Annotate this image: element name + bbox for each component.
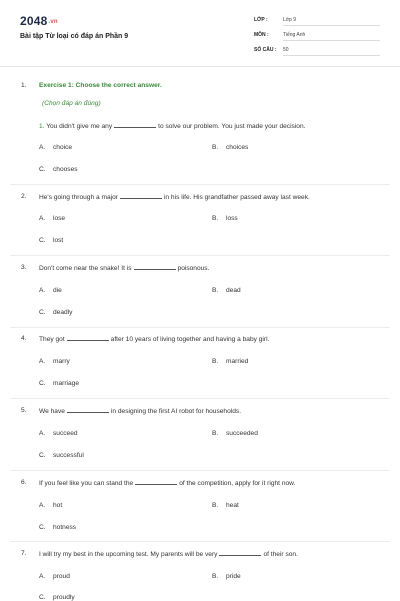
site-logo[interactable] [20,14,58,28]
question-text-after: poisonous. [177,265,210,272]
meta-value: 50 [283,47,289,53]
meta-line [283,55,380,56]
option-b[interactable] [212,287,241,294]
question-separator [10,398,390,399]
question-number: 1. [21,82,27,89]
question-separator [10,470,390,471]
question-number: 5. [21,407,27,414]
question-text [39,479,389,487]
option-text: loss [226,215,238,222]
option-letter: B. [212,573,219,580]
option-c[interactable] [39,309,72,316]
option-letter: A. [39,502,46,509]
question-separator [10,327,390,328]
meta-label: MÔN : [254,32,269,38]
option-letter: C. [39,452,46,459]
answer-blank [134,264,176,270]
option-text: succeeded [226,430,258,437]
option-text: hot [53,502,63,509]
question-separator [10,541,390,542]
question-text-before: If you feel like you can stand the [39,480,134,487]
answer-blank [114,122,156,128]
answer-blank [67,407,109,413]
question-number: 4. [21,335,27,342]
question-number: 2. [21,193,27,200]
option-letter: A. [39,287,46,294]
option-a[interactable] [39,573,70,580]
question-text-before: He's going through a major [39,194,118,201]
question-text-before: They got [39,336,65,343]
option-letter: C. [39,166,46,173]
answer-blank [67,335,109,341]
option-a[interactable] [39,502,62,509]
option-c[interactable] [39,237,63,244]
option-text: heat [226,502,239,509]
answer-blank [219,550,261,556]
option-c[interactable] [39,452,84,459]
question-number: 3. [21,264,27,271]
option-letter: A. [39,144,46,151]
question-text-after: of their son. [263,551,298,558]
option-text: lost [53,237,64,244]
option-letter: C. [39,594,46,601]
question-text-before: You didn't give me any [46,123,113,130]
logo-suffix: .vn [48,18,58,25]
option-text: lose [53,215,66,222]
question-text-after: to solve our problem. You just made your decision. [158,123,306,130]
question-text-after: of the competition, apply for it right now. [179,480,296,487]
option-c[interactable] [39,166,78,173]
option-c[interactable] [39,380,79,387]
option-text: marriage [53,380,80,387]
question-separator [10,184,390,185]
option-text: proud [53,573,70,580]
option-b[interactable] [212,358,248,365]
exercise-instruction: (Chọn đáp án đúng) [42,100,101,107]
option-b[interactable] [212,573,241,580]
option-b[interactable] [212,502,239,509]
option-text: married [226,358,249,365]
question-text [39,335,389,343]
option-a[interactable] [39,358,70,365]
option-text: proudly [53,594,75,601]
option-b[interactable] [212,430,258,437]
question-text-after: in his life. His grandfather passed away last week. [163,194,310,201]
option-letter: C. [39,380,46,387]
option-text: die [53,287,62,294]
option-a[interactable] [39,144,72,151]
meta-line [283,25,380,26]
exercise-title: Exercise 1: Choose the correct answer. [39,82,162,89]
question-text [39,193,389,201]
option-letter: C. [39,237,46,244]
option-text: chooses [53,166,78,173]
answer-blank [120,193,162,199]
option-b[interactable] [212,215,238,222]
answer-blank [135,479,177,485]
question-text-after: in designing the first AI robot for households. [110,408,242,415]
question-text [39,407,389,415]
option-text: dead [226,287,241,294]
question-text-before: Don't come near the snake! It is [39,265,132,272]
option-a[interactable] [39,287,62,294]
meta-label: LỚP : [254,17,268,23]
option-letter: B. [212,358,219,365]
option-letter: A. [39,573,46,580]
question-number: 6. [21,479,27,486]
page-header [0,0,400,70]
logo-text: 2048 [20,14,48,28]
option-c[interactable] [39,524,76,531]
option-letter: B. [212,430,219,437]
option-letter: C. [39,524,46,531]
option-text: succeed [53,430,78,437]
option-letter: A. [39,215,46,222]
option-text: hotness [53,524,77,531]
option-a[interactable] [39,215,65,222]
option-text: choice [53,144,73,151]
option-text: successful [53,452,84,459]
question-number: 7. [21,550,27,557]
option-b[interactable] [212,144,248,151]
option-letter: A. [39,358,46,365]
question-text [39,264,389,272]
meta-label: SỐ CÂU : [254,47,277,53]
header-divider [0,66,400,67]
question-inner-number: 1. [39,123,45,130]
option-letter: B. [212,287,219,294]
question-text [39,122,389,130]
meta-line [283,40,380,41]
question-text-before: I will try my best in the upcoming test. My parents will be very [39,551,218,558]
option-a[interactable] [39,430,78,437]
option-letter: C. [39,309,46,316]
option-text: choices [226,144,249,151]
question-separator [10,255,390,256]
option-letter: B. [212,502,219,509]
question-text-after: after 10 years of living together and having a baby girl. [110,336,270,343]
meta-value: Lớp 9 [283,17,297,23]
option-text: deadly [53,309,73,316]
question-text-before: We have [39,408,65,415]
option-text: marry [53,358,70,365]
meta-value: Tiếng Anh [283,32,306,38]
question-text [39,550,389,558]
document-title: Bài tập Từ loại có đáp án Phần 9 [20,33,129,40]
option-letter: B. [212,215,219,222]
option-letter: B. [212,144,219,151]
option-text: pride [226,573,241,580]
option-letter: A. [39,430,46,437]
